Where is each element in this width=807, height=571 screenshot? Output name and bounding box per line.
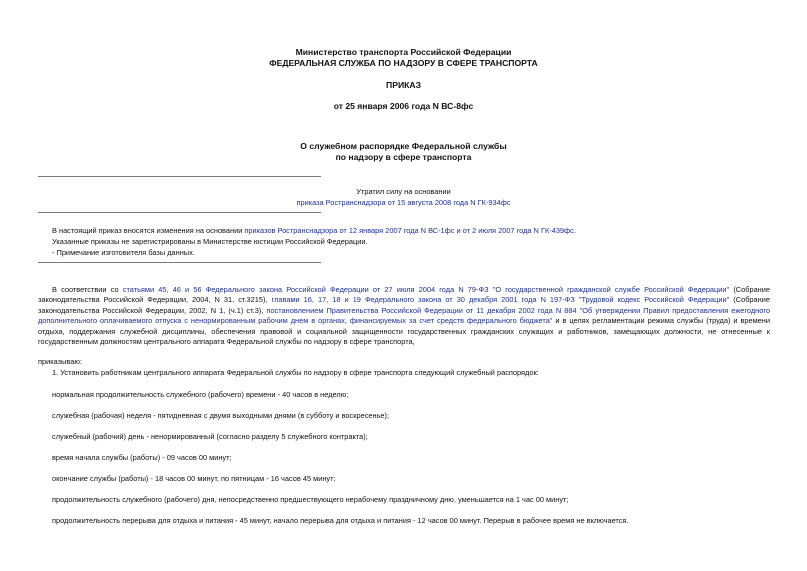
rule-item: время начала службы (работы) - 09 часов 00 минут; <box>52 453 232 462</box>
status-text: Утратил силу на основании <box>356 187 451 196</box>
note-line-1 <box>52 226 576 236</box>
preamble-text: (Собрание законодательства Российской Федерации, 2004, N 31, ст.3215), <box>38 285 770 305</box>
divider <box>38 212 321 213</box>
law-79fz-link[interactable]: статьями 45, 46 и 56 Федерального закона Российской Федерации от 27 июля 2004 года N 79-ФЗ "О государственной гражданской службе Российской Федерации" <box>122 285 730 294</box>
divider <box>38 176 321 177</box>
repeal-order-link[interactable]: приказа Ространснадзора от 15 августа 2008 года N ГК-934фс <box>296 198 511 207</box>
rule-item: служебная (рабочая) неделя - пятидневная с двумя выходными днями (в субботу и воскресенье); <box>52 411 390 420</box>
item-1: 1. Установить работникам центрального аппарата Федеральной службы по надзору в сфере транспорта следующий служебный распорядок: <box>52 368 539 377</box>
order-word: приказываю: <box>38 357 82 366</box>
rule-item: продолжительность перерыва для отдыха и питания - 45 минут, начало перерыва для отдыха и питания - 12 часов 00 минут. Перерыв в рабочее время не включается. <box>52 516 629 525</box>
labor-code-link[interactable]: главами 16, 17, 18 и 19 Федерального закона от 30 декабря 2001 года N 197-ФЗ "Трудовой кодекс Российской Федерации" <box>271 295 730 305</box>
preamble-text: и в целях регламентации режима службы (труда) и времени отдыха, поддержания служебной дисциплины, обеспечения правовой и социальной защищенности государственных гражданских служащих и работников, замещающих должности, не отнесенные к государственным должностям центрального аппарата Федеральной службы по надзору в сфере транспорта, <box>38 316 770 347</box>
doc-title-line-2: по надзору в сфере транспорта <box>335 152 472 162</box>
note-line-2: Указанные приказы не зарегистрированы в Министерстве юстиции Российской Федерации. <box>52 237 368 246</box>
doc-type: ПРИКАЗ <box>386 80 421 90</box>
ministry-name: Министерство транспорта Российской Федерации <box>295 47 512 57</box>
government-decree-884-link[interactable]: постановлением Правительства Российской Федерации от 11 декабря 2002 года N 884 "Об утверждении Правил предоставления ежегодного дополнительного оплачиваемого отпуска с ненормированным рабочим днем в органах, финансируемых за счет средств федерального бюджета" <box>38 305 771 326</box>
status-link-wrap <box>0 198 807 208</box>
service-name: ФЕДЕРАЛЬНАЯ СЛУЖБА ПО НАДЗОРУ В СФЕРЕ ТРАНСПОРТА <box>269 58 538 68</box>
preamble-text: (Собрание законодательства Российской Федерации, 2002, N 1, (ч.1) ст.3), <box>38 295 770 315</box>
note-text: . <box>573 226 576 235</box>
note-line-3: - Примечание изготовителя базы данных. <box>52 248 195 257</box>
rule-item: нормальная продолжительность служебного (рабочего) времени - 40 часов в неделю; <box>52 390 349 399</box>
preamble-text: В соответствии со <box>52 285 123 294</box>
preamble-paragraph <box>38 285 770 347</box>
amendment-orders-link[interactable]: приказов Ространснадзора от 12 января 2007 года N ВС-1фс и от 2 июля 2007 года N ГК-439фс <box>244 226 574 235</box>
rule-item: окончание службы (работы) - 18 часов 00 минут, по пятницам - 16 часов 45 минут; <box>52 474 336 483</box>
rule-item: продолжительность служебного (рабочего) дня, непосредственно предшествующего нерабочему праздничному дню, уменьшается на 1 час 00 минут; <box>52 495 569 504</box>
rule-item: служебный (рабочий) день - ненормированный (согласно разделу 5 служебного контракта); <box>52 432 368 441</box>
doc-title-line-1: О служебном распорядке Федеральной службы <box>300 141 507 151</box>
divider <box>38 262 321 263</box>
doc-date-number: от 25 января 2006 года N ВС-8фс <box>333 101 474 111</box>
note-text: В настоящий приказ вносятся изменения на основании <box>52 226 245 235</box>
